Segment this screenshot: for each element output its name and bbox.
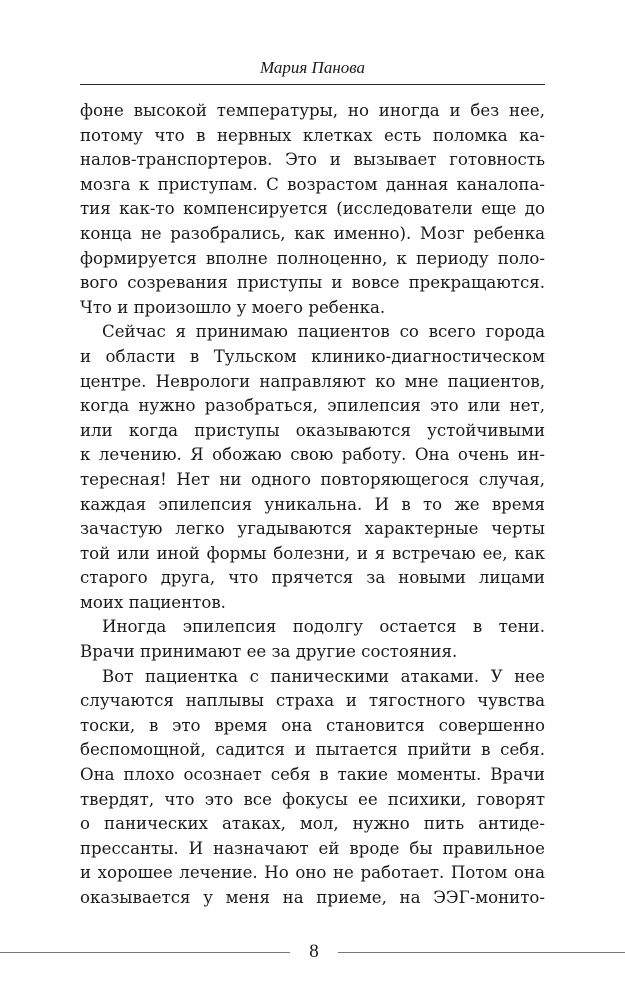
text-line: Врачи принимают ее за другие состояния. xyxy=(80,642,458,662)
footer-divider-right xyxy=(338,952,625,953)
text-line: к лечению. Я обожаю свою работу. Она очень ин- xyxy=(80,445,545,465)
text-line: тересная! Нет ни одного повторяющегося случая, xyxy=(80,469,545,489)
text-line: мозга к приступам. С возрастом данная каналопа- xyxy=(80,174,545,194)
running-header-author: Мария Панова xyxy=(259,58,366,77)
text-line: вого созревания приступы и вовсе прекращаются. xyxy=(80,273,545,293)
text-line: Она плохо осознает себя в такие моменты. Врачи xyxy=(80,765,545,785)
text-line: фоне высокой температуры, но иногда и без нее, xyxy=(80,101,545,120)
text-line: беспомощной, садится и пытается прийти в себя. xyxy=(80,740,545,760)
text-line: формируется вполне полноценно, к периоду поло- xyxy=(80,248,545,268)
text-line: моих пациентов. xyxy=(80,592,226,612)
text-line: когда нужно разобраться, эпилепсия это или нет, xyxy=(80,396,545,416)
text-line: каждая эпилепсия уникальна. И в то же время xyxy=(80,494,545,514)
text-line: тоски, в это время она становится совершенно xyxy=(80,715,545,735)
text-line: той или иной формы болезни, и я встречаю ее, как xyxy=(80,543,545,563)
text-line: Иногда эпилепсия подолгу остается в тени. xyxy=(102,617,545,637)
text-line: и области в Тульском клинико-диагностическом xyxy=(80,346,545,366)
text-line: Сейчас я принимаю пациентов со всего города xyxy=(102,322,545,342)
text-line: налов-транспортеров. Это и вызывает готовность xyxy=(80,150,545,170)
text-line: потому что в нервных клетках есть поломка ка- xyxy=(80,125,545,145)
text-line: о панических атаках, мол, нужно пить антиде- xyxy=(80,814,545,834)
text-line: твердят, что это все фокусы ее психики, говорят xyxy=(80,789,545,809)
text-line: старого друга, что прячется за новыми лицами xyxy=(80,568,545,588)
body-text xyxy=(80,99,545,911)
text-line: Вот пациентка с паническими атаками. У нее xyxy=(102,666,545,686)
text-line: прессанты. И назначают ей вроде бы правильное xyxy=(80,838,545,858)
header-divider xyxy=(80,84,545,85)
text-line: тия как-то компенсируется (исследователи еще до xyxy=(80,199,545,219)
text-line: центре. Неврологи направляют ко мне пациентов, xyxy=(80,371,545,391)
text-line: Что и произошло у моего ребенка. xyxy=(80,297,386,317)
text-line: оказывается у меня на приеме, на ЭЭГ-монито- xyxy=(80,888,545,907)
text-line: конца не разобрались, как именно). Мозг ребенка xyxy=(80,223,545,243)
page-number: 8 xyxy=(309,941,319,962)
text-line: и хорошее лечение. Но оно не работает. Потом она xyxy=(80,863,545,883)
text-line: случаются наплывы страха и тягостного чувства xyxy=(80,691,545,711)
text-line: или когда приступы оказываются устойчивыми xyxy=(80,420,545,440)
text-line: зачастую легко угадываются характерные черты xyxy=(80,519,545,539)
footer-divider-left xyxy=(0,952,290,953)
